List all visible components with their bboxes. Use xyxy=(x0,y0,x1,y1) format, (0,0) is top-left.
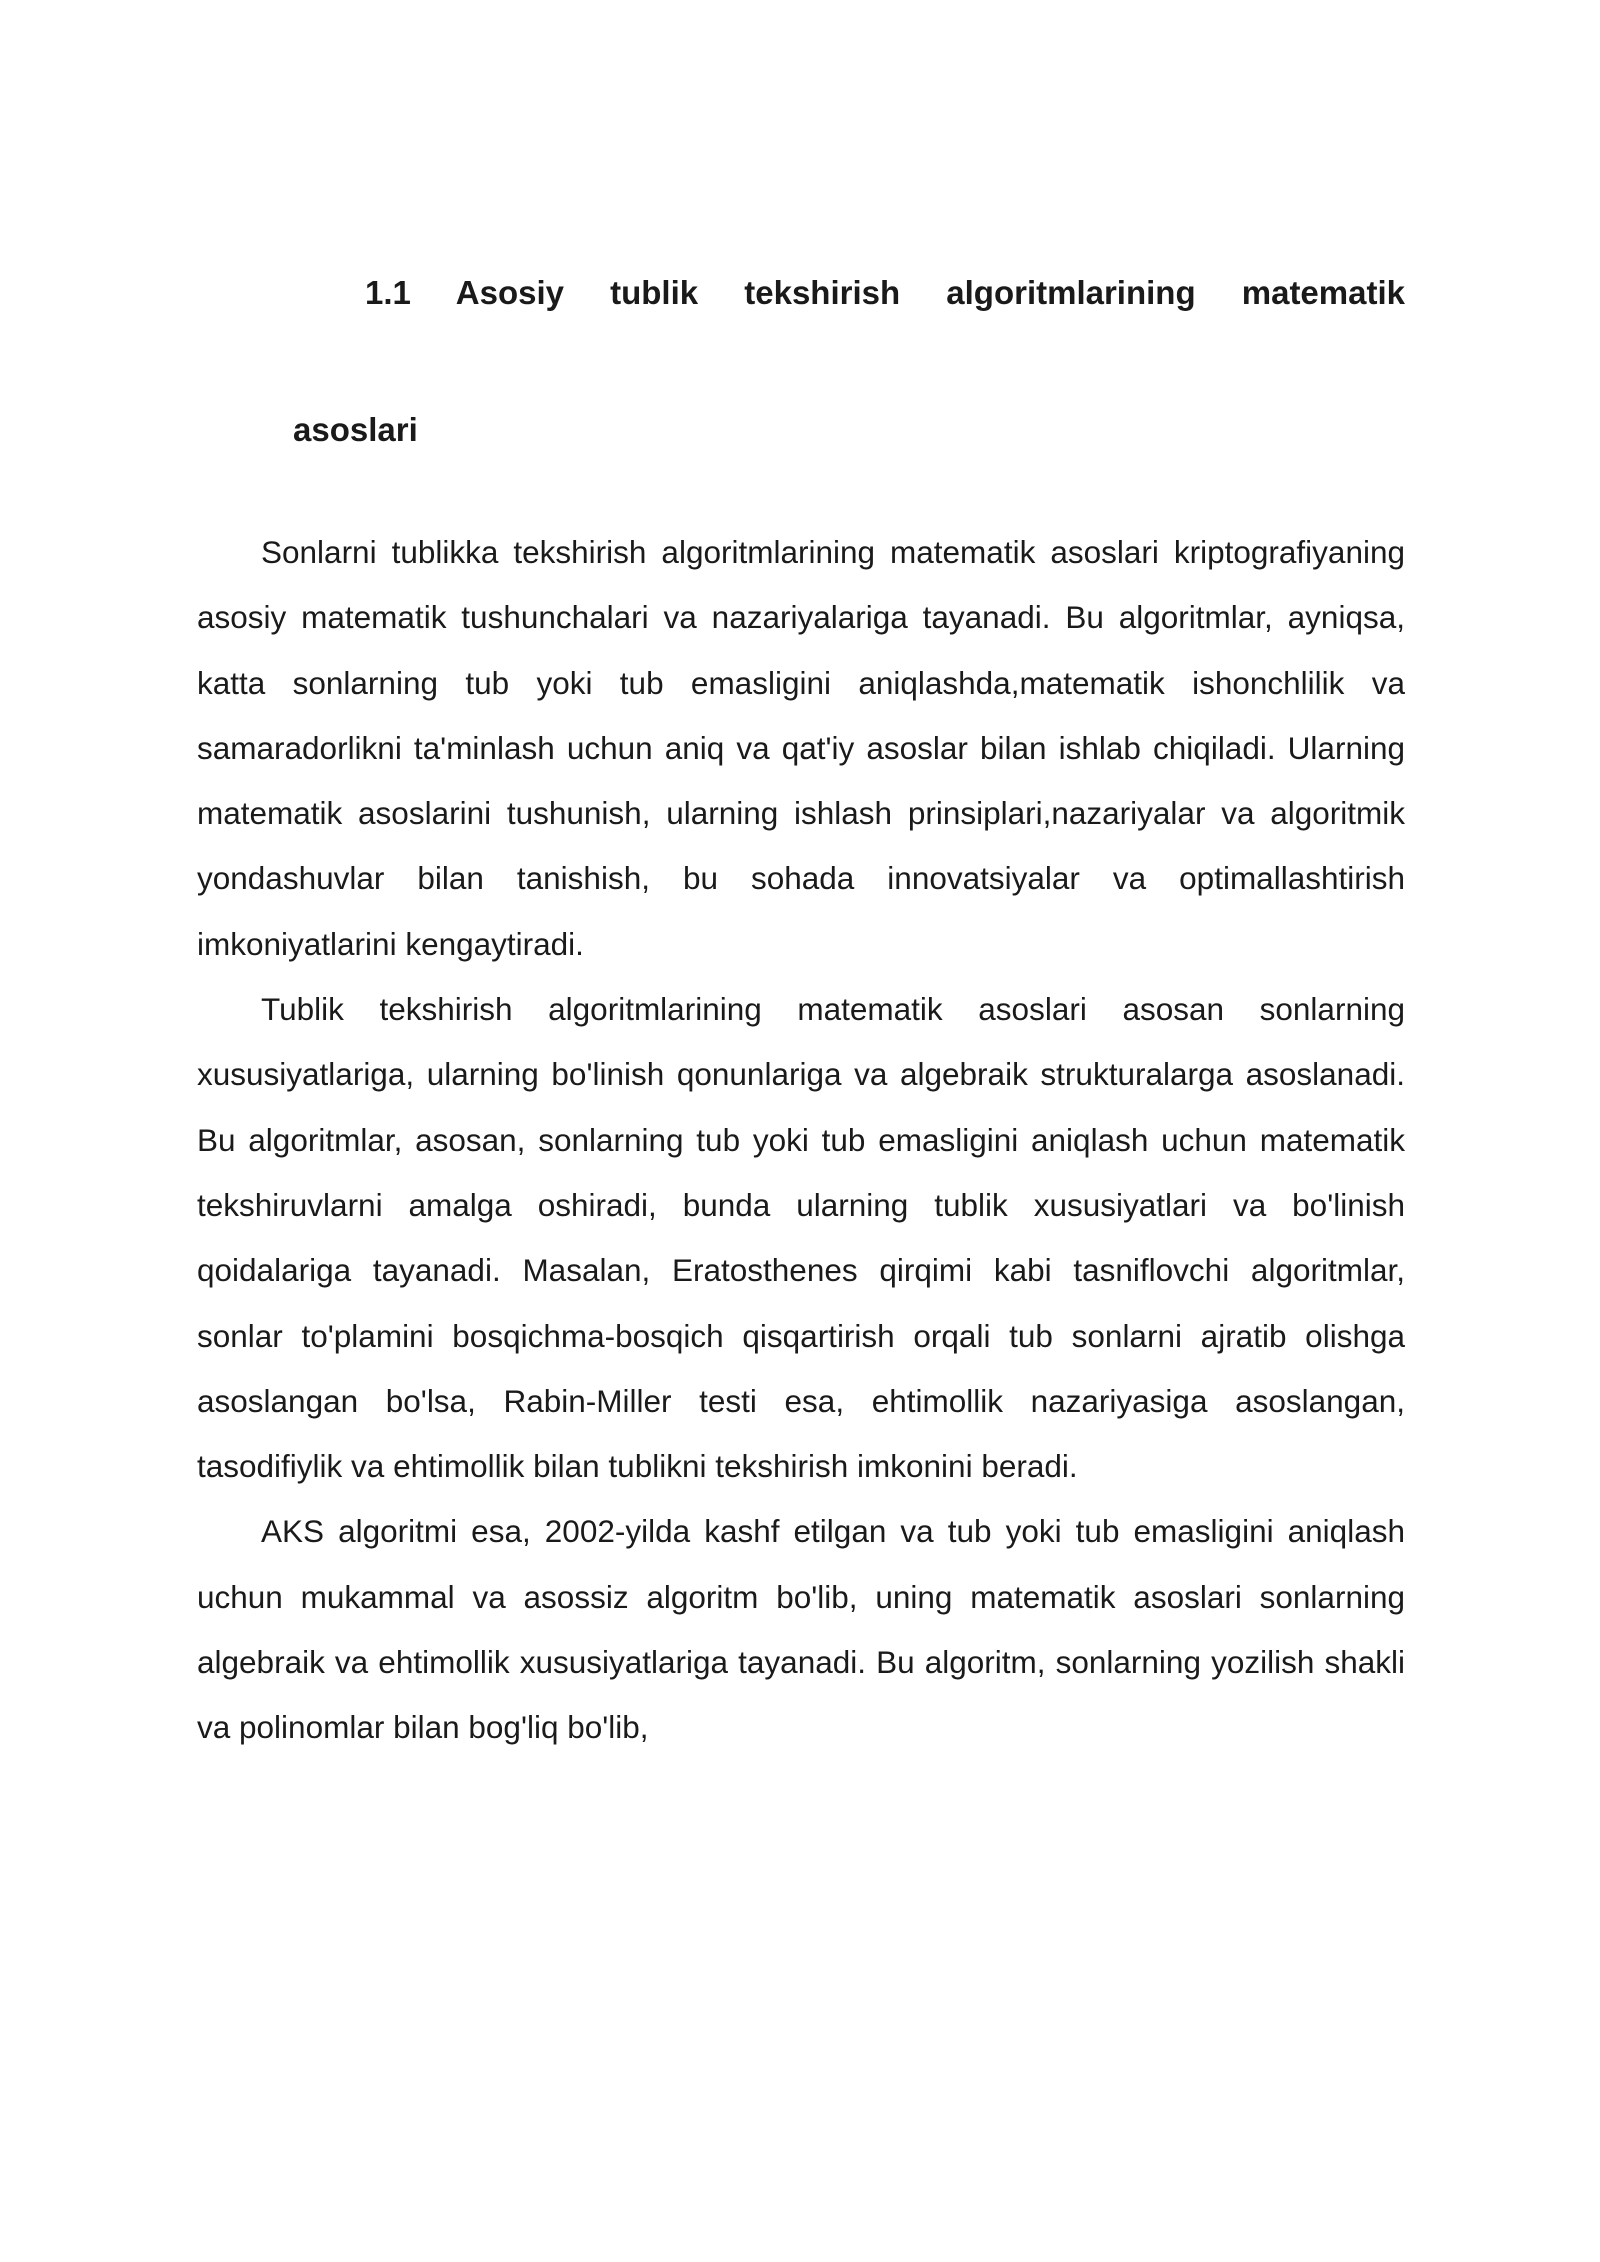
body-text xyxy=(197,520,1405,1761)
section-heading: 1.1 Asosiy tublik tekshirish algoritmlarining matematik xyxy=(365,274,1405,311)
paragraph-2: Tublik tekshirish algoritmlarining matematik asoslari asosan sonlarning xususiyatlariga, ularning bo'linish qonunlariga va algebraik strukturalarga asoslanadi. Bu algoritmlar, asosan, sonlarning tub yoki tub emasligini aniqlash uchun matematik tekshiruvlarni amalga oshiradi, bunda ularning tublik xususiyatlari va bo'linish qoidalariga tayanadi. Masalan, Eratosthenes qirqimi kabi tasniflovchi algoritmlar, sonlar to'plamini bosqichma-bosqich qisqartirish orqali tub sonlarni ajratib olishga asoslangan bo'lsa, Rabin-Miller testi esa, ehtimollik nazariyasiga asoslangan, tasodifiylik va ehtimollik bilan tublikni tekshirish imkonini beradi. xyxy=(197,991,1405,1485)
paragraph-3: AKS algoritmi esa, 2002-yilda kashf etilgan va tub yoki tub emasligini aniqlash uchun mukammal va asossiz algoritm bo'lib, uning matematik asoslari sonlarning algebraik va ehtimollik xususiyatlariga tayanadi. Bu algoritm, sonlarning yozilish shakli va polinomlar bilan bog'liq bo'lib, xyxy=(197,1513,1405,1746)
paragraph-1: Sonlarni tublikka tekshirish algoritmlarining matematik asoslari kriptografiyaning asosiy matematik tushunchalari va nazariyalariga tayanadi. Bu algoritmlar, ayniqsa, katta sonlarning tub yoki tub emasligini aniqlashda,matematik ishonchlilik va samaradorlikni ta'minlash uchun aniq va qat'iy asoslar bilan ishlab chiqiladi. Ularning matematik asoslarini tushunish, ularning ishlash prinsiplari,nazariyalar va algoritmik yondashuvlar bilan tanishish, bu sohada innovatsiyalar va optimallashtirish imkoniyatlarini kengaytiradi. xyxy=(197,534,1405,962)
section-heading-continuation: asoslari xyxy=(293,411,418,448)
